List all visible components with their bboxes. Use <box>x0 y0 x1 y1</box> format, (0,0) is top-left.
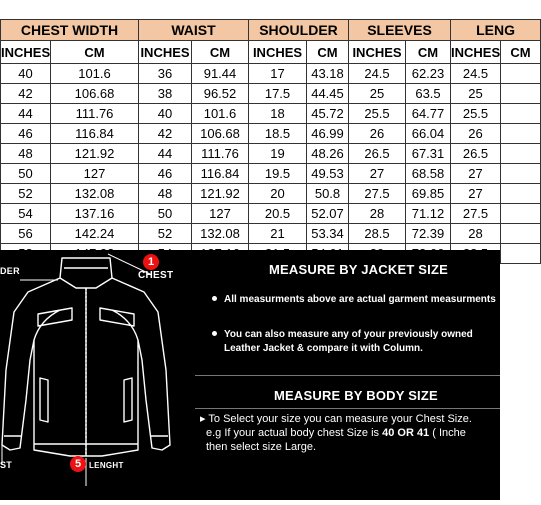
table-cell: 25 <box>349 84 406 104</box>
table-cell: 66.04 <box>406 124 451 144</box>
table-cell: 19.5 <box>249 164 307 184</box>
table-cell: 63.5 <box>406 84 451 104</box>
table-cell: 27.5 <box>451 204 501 224</box>
size-table <box>0 19 541 264</box>
waist-callout-label: ST <box>0 460 13 470</box>
table-cell: 25.5 <box>349 104 406 124</box>
unit-header-cell: CM <box>307 41 349 64</box>
table-cell: 127 <box>51 164 139 184</box>
table-cell: 17.5 <box>249 84 307 104</box>
table-cell: 26 <box>451 124 501 144</box>
unit-header-cell: INCHES <box>1 41 51 64</box>
bullet-previously-owned <box>212 328 473 356</box>
table-cell: 72.39 <box>406 224 451 244</box>
table-cell: 26 <box>349 124 406 144</box>
table-cell: 20 <box>249 184 307 204</box>
select-size-text-2b: 40 OR 41 <box>382 427 433 439</box>
table-cell: 40 <box>139 104 192 124</box>
table-cell: 50 <box>1 164 51 184</box>
table-cell: 132.08 <box>192 224 249 244</box>
table-cell: 43.18 <box>307 64 349 84</box>
group-header-cell: SHOULDER <box>249 20 349 41</box>
table-cell: 46 <box>1 124 51 144</box>
table-cell: 132.08 <box>51 184 139 204</box>
table-cell: 64.77 <box>406 104 451 124</box>
table-cell: 96.52 <box>192 84 249 104</box>
table-cell: 19 <box>249 144 307 164</box>
table-cell: 101.6 <box>51 64 139 84</box>
table-cell: 18 <box>249 104 307 124</box>
table-cell <box>501 104 541 124</box>
table-cell: 111.76 <box>192 144 249 164</box>
group-header-cell: SLEEVES <box>349 20 451 41</box>
table-row <box>1 84 541 104</box>
table-cell: 48 <box>139 184 192 204</box>
measure-panel <box>0 250 500 500</box>
table-cell: 62.23 <box>406 64 451 84</box>
table-cell: 25.5 <box>451 104 501 124</box>
table-cell: 44 <box>1 104 51 124</box>
bullet-text: All measurments above are actual garment measurments <box>224 294 496 305</box>
table-cell: 68.58 <box>406 164 451 184</box>
table-cell: 142.24 <box>51 224 139 244</box>
select-size-text-2c: ( Inche <box>432 427 466 439</box>
header-strip <box>0 0 500 20</box>
chest-callout-number: 1 <box>143 254 159 270</box>
table-cell: 46 <box>139 164 192 184</box>
table-cell: 111.76 <box>51 104 139 124</box>
table-cell: 21 <box>249 224 307 244</box>
table-cell: 18.5 <box>249 124 307 144</box>
table-cell: 44 <box>139 144 192 164</box>
table-cell: 53.34 <box>307 224 349 244</box>
unit-header-cell: INCHES <box>451 41 501 64</box>
table-cell <box>501 124 541 144</box>
table-cell: 69.85 <box>406 184 451 204</box>
bullet-dot <box>212 296 217 301</box>
table-cell: 52 <box>1 184 51 204</box>
table-cell: 91.44 <box>192 64 249 84</box>
table-cell: 71.12 <box>406 204 451 224</box>
table-row <box>1 164 541 184</box>
table-cell: 26.5 <box>349 144 406 164</box>
table-cell: 40 <box>1 64 51 84</box>
unit-header-cell: CM <box>501 41 541 64</box>
unit-header-cell: CM <box>192 41 249 64</box>
unit-header-cell: CM <box>406 41 451 64</box>
table-row <box>1 204 541 224</box>
table-cell: 67.31 <box>406 144 451 164</box>
table-cell: 24.5 <box>451 64 501 84</box>
select-size-text-3a: then select size <box>206 441 285 453</box>
table-cell: 106.68 <box>51 84 139 104</box>
select-size-text-1: To Select your size you can measure your Chest Size. <box>208 413 472 425</box>
body-size-heading: MEASURE BY BODY SIZE <box>274 388 438 403</box>
unit-header-cell: INCHES <box>249 41 307 64</box>
size-table-container <box>0 19 531 250</box>
table-cell <box>501 224 541 244</box>
table-row <box>1 64 541 84</box>
table-cell: 56 <box>1 224 51 244</box>
table-cell: 50 <box>139 204 192 224</box>
table-cell: 25 <box>451 84 501 104</box>
table-cell: 121.92 <box>192 184 249 204</box>
table-cell: 127 <box>192 204 249 224</box>
table-cell: 45.72 <box>307 104 349 124</box>
unit-header-row <box>1 41 541 64</box>
bullet-actual-garment <box>212 293 496 307</box>
select-size-line-3 <box>200 441 316 453</box>
table-cell <box>501 204 541 224</box>
table-row <box>1 184 541 204</box>
table-cell: 42 <box>1 84 51 104</box>
table-row <box>1 104 541 124</box>
table-cell: 27 <box>451 164 501 184</box>
table-cell: 54 <box>1 204 51 224</box>
group-header-cell: LENG <box>451 20 541 41</box>
group-header-row <box>1 20 541 41</box>
table-cell: 48.26 <box>307 144 349 164</box>
select-size-line-2 <box>200 427 466 439</box>
table-row <box>1 144 541 164</box>
table-cell: 121.92 <box>51 144 139 164</box>
table-cell: 38 <box>139 84 192 104</box>
table-cell: 27.5 <box>349 184 406 204</box>
table-cell: 28 <box>451 224 501 244</box>
length-callout-number: 5 <box>70 456 86 472</box>
table-row <box>1 124 541 144</box>
table-cell: 28 <box>349 204 406 224</box>
unit-header-cell: CM <box>51 41 139 64</box>
unit-header-cell: INCHES <box>349 41 406 64</box>
table-cell: 116.84 <box>51 124 139 144</box>
bullet-dot <box>212 331 217 336</box>
table-cell <box>501 144 541 164</box>
group-header-cell: WAIST <box>139 20 249 41</box>
table-cell: 27 <box>349 164 406 184</box>
table-cell <box>501 244 541 264</box>
table-cell <box>501 184 541 204</box>
table-cell: 24.5 <box>349 64 406 84</box>
table-cell: 42 <box>139 124 192 144</box>
select-size-line-1: ▸ To Select your size you can measure your Chest Size. <box>200 413 472 425</box>
shoulder-callout-label: DER <box>0 266 20 276</box>
table-row <box>1 224 541 244</box>
table-cell: 106.68 <box>192 124 249 144</box>
table-cell <box>501 64 541 84</box>
bullet-select-size <box>200 412 472 454</box>
table-cell: 36 <box>139 64 192 84</box>
table-cell: 27 <box>451 184 501 204</box>
table-cell: 101.6 <box>192 104 249 124</box>
select-size-text-2a: e.g If your actual body chest Size is <box>206 427 383 439</box>
table-cell: 28.5 <box>349 224 406 244</box>
select-size-text-3b: Large. <box>284 441 317 453</box>
table-cell: 48 <box>1 144 51 164</box>
bullet-text: You can also measure any of your previously owned <box>224 329 473 340</box>
table-cell: 52.07 <box>307 204 349 224</box>
table-cell: 116.84 <box>192 164 249 184</box>
table-cell: 52 <box>139 224 192 244</box>
table-cell: 17 <box>249 64 307 84</box>
table-cell <box>501 164 541 184</box>
group-header-cell: CHEST WIDTH <box>1 20 139 41</box>
unit-header-cell: INCHES <box>139 41 192 64</box>
table-cell: 50.8 <box>307 184 349 204</box>
jacket-size-heading: MEASURE BY JACKET SIZE <box>269 262 448 277</box>
table-cell: 20.5 <box>249 204 307 224</box>
table-cell: 137.16 <box>51 204 139 224</box>
section-divider <box>195 375 500 376</box>
table-cell: 44.45 <box>307 84 349 104</box>
table-cell <box>501 84 541 104</box>
bullet-text-cont: Leather Jacket & compare it with Column. <box>224 343 423 354</box>
table-body <box>1 64 541 264</box>
jacket-illustration <box>0 250 185 500</box>
table-cell: 26.5 <box>451 144 501 164</box>
length-callout-label: LENGHT <box>89 461 124 470</box>
section-divider-2 <box>195 408 500 409</box>
chest-callout-label: CHEST <box>138 270 174 281</box>
table-cell: 46.99 <box>307 124 349 144</box>
table-cell: 49.53 <box>307 164 349 184</box>
